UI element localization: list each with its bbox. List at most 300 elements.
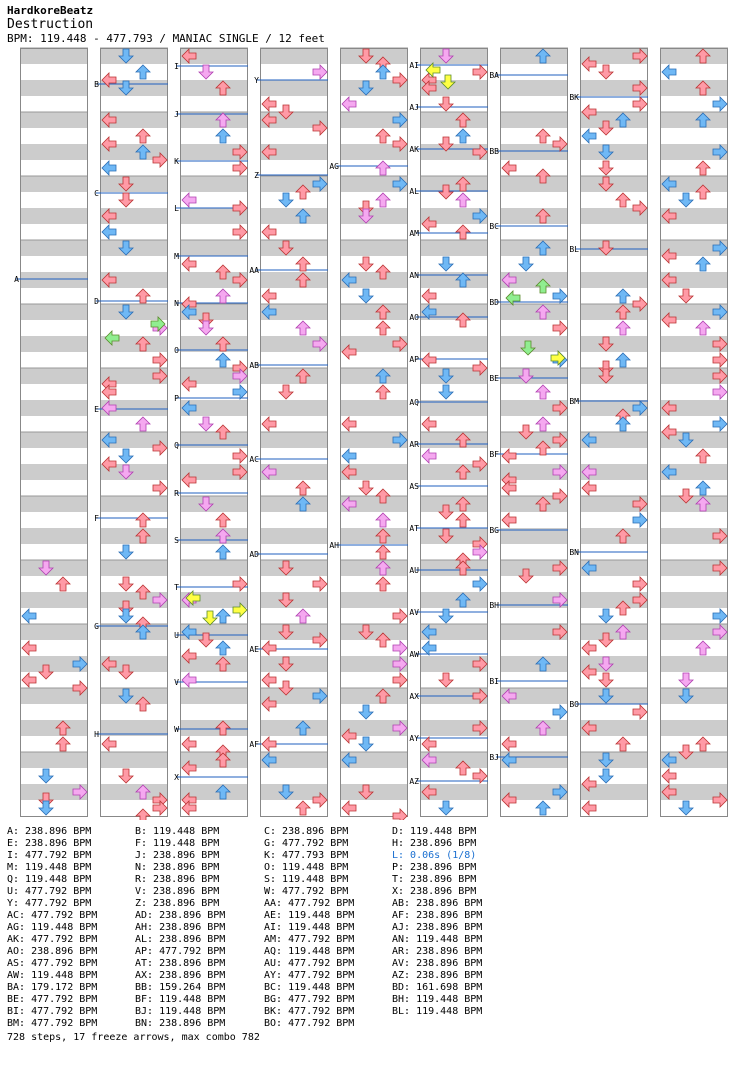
step-arrow [439, 257, 453, 271]
step-arrow [422, 641, 436, 655]
step-arrow [696, 449, 710, 463]
bpm-legend-entry: S: 119.448 BPM [264, 874, 349, 885]
chart-column-1 [14, 48, 88, 817]
bpm-marker-label: BK [569, 93, 579, 102]
step-arrow [296, 481, 310, 495]
beat-stripe [260, 80, 328, 96]
beat-stripe [20, 112, 88, 128]
beat-stripe [20, 400, 88, 416]
step-arrow [262, 225, 276, 239]
step-arrow [136, 513, 150, 527]
bpm-marker-label: O [174, 346, 179, 355]
beat-stripe [500, 368, 568, 384]
beat-stripe [260, 592, 328, 608]
step-arrow [713, 609, 727, 623]
step-arrow [359, 737, 373, 751]
bpm-marker-label: AT [409, 524, 419, 533]
beat-stripe [580, 176, 648, 192]
step-arrow [553, 321, 567, 335]
bpm-legend-entry: D: 119.448 BPM [392, 826, 477, 837]
beat-stripe [420, 432, 488, 448]
step-arrow [599, 161, 613, 175]
step-arrow [633, 577, 647, 591]
artist-name: HardkoreBeatz [7, 4, 94, 17]
bpm-marker-label: BD [489, 298, 499, 307]
bpm-legend-entry: BL: 119.448 BPM [392, 1006, 483, 1017]
beat-stripe [660, 112, 728, 128]
beat-stripe [260, 368, 328, 384]
bpm-legend-entry: AJ: 238.896 BPM [392, 922, 483, 933]
beat-stripe [500, 112, 568, 128]
step-arrow [439, 97, 453, 111]
chart-column-2 [94, 48, 168, 820]
beat-stripe [420, 272, 488, 288]
bpm-legend-entry: AT: 238.896 BPM [135, 958, 226, 969]
step-arrow [456, 193, 470, 207]
bpm-marker-label: AF [249, 740, 259, 749]
bpm-marker-label: W [174, 725, 179, 734]
bpm-legend-entry: AL: 238.896 BPM [135, 934, 226, 945]
bpm-legend-entry: J: 238.896 BPM [135, 850, 220, 861]
bpm-legend-entry: V: 238.896 BPM [135, 886, 220, 897]
bpm-legend-entry: Z: 238.896 BPM [135, 898, 220, 909]
step-arrow [233, 577, 247, 591]
beat-stripe [100, 496, 168, 512]
beat-stripe [180, 240, 248, 256]
bpm-legend-entry: AO: 238.896 BPM [7, 946, 98, 957]
bpm-legend-entry: AM: 477.792 BPM [264, 934, 355, 945]
beat-stripe [20, 240, 88, 256]
beat-stripe [580, 528, 648, 544]
step-arrow [473, 65, 487, 79]
bpm-legend-entry: M: 119.448 BPM [7, 862, 92, 873]
step-arrow [376, 193, 390, 207]
step-arrow [376, 321, 390, 335]
bpm-marker-label: BE [489, 374, 499, 383]
step-arrow [599, 65, 613, 79]
step-arrow [679, 289, 693, 303]
step-arrow [582, 481, 596, 495]
step-arrow [553, 289, 567, 303]
bpm-marker-label: H [94, 730, 99, 739]
beat-stripe [20, 528, 88, 544]
step-arrow [679, 193, 693, 207]
beat-stripe [340, 688, 408, 704]
step-arrow [119, 193, 133, 207]
beat-stripe [20, 592, 88, 608]
step-arrow [153, 481, 167, 495]
step-arrow [473, 577, 487, 591]
bpm-marker-label: AO [409, 313, 419, 322]
step-arrow [56, 577, 70, 591]
bpm-legend-entry: O: 119.448 BPM [264, 862, 349, 873]
bpm-marker-label: Q [174, 441, 179, 450]
bpm-marker-label: BO [569, 700, 579, 709]
bpm-legend-entry: AN: 119.448 BPM [392, 934, 483, 945]
step-arrow [182, 193, 196, 207]
bpm-marker-label: S [174, 536, 179, 545]
bpm-legend-entry: BI: 477.792 BPM [7, 1006, 98, 1017]
bpm-legend-entry: B: 119.448 BPM [135, 826, 220, 837]
bpm-legend-entry: N: 238.896 BPM [135, 862, 220, 873]
bpm-marker-label: BN [569, 548, 579, 557]
step-arrow [262, 289, 276, 303]
beat-stripe [100, 688, 168, 704]
bpm-legend-entry: BM: 477.792 BPM [7, 1018, 98, 1029]
step-arrow [696, 481, 710, 495]
bpm-legend-entry: Q: 119.448 BPM [7, 874, 92, 885]
step-arrow [153, 353, 167, 367]
bpm-legend-entry: AH: 238.896 BPM [135, 922, 226, 933]
beat-stripe [660, 48, 728, 64]
bpm-marker-label: D [94, 297, 99, 306]
song-title: Destruction [7, 17, 94, 32]
bpm-legend-entry: AX: 238.896 BPM [135, 970, 226, 981]
beat-stripe [500, 176, 568, 192]
bpm-marker-label: B [94, 80, 99, 89]
beat-stripe [180, 432, 248, 448]
bpm-marker-label: V [174, 678, 179, 687]
step-arrow [22, 641, 36, 655]
bpm-marker-label: BF [489, 450, 499, 459]
beat-stripe [180, 560, 248, 576]
beat-stripe [420, 592, 488, 608]
step-arrow [422, 289, 436, 303]
step-arrow [279, 385, 293, 399]
beat-stripe [20, 272, 88, 288]
bpm-marker-label: T [174, 583, 179, 592]
step-arrow [536, 801, 550, 815]
step-arrow [342, 801, 356, 815]
step-arrow [199, 321, 213, 335]
step-arrow [359, 705, 373, 719]
bpm-marker-label: Z [254, 171, 259, 180]
bpm-legend-entry: X: 238.896 BPM [392, 886, 477, 897]
bpm-legend-entry: AV: 238.896 BPM [392, 958, 483, 969]
bpm-marker-label: AB [249, 361, 259, 370]
chart-column-9 [660, 48, 728, 817]
beat-stripe [20, 368, 88, 384]
step-arrow [393, 641, 407, 655]
bpm-legend-entry: P: 238.896 BPM [392, 862, 477, 873]
bpm-marker-label: E [94, 405, 99, 414]
beat-stripe [180, 176, 248, 192]
beat-stripe [260, 432, 328, 448]
step-arrow [22, 673, 36, 687]
step-arrow [182, 673, 196, 687]
beat-stripe [100, 752, 168, 768]
step-arrow [422, 353, 436, 367]
beat-stripe [500, 656, 568, 672]
beat-stripe [340, 624, 408, 640]
bpm-marker-label: AL [409, 187, 419, 196]
bpm-legend-entry: BH: 119.448 BPM [392, 994, 483, 1005]
step-arrow [359, 257, 373, 271]
beat-stripe [340, 208, 408, 224]
step-arrow [102, 737, 116, 751]
bpm-marker-label: BJ [489, 753, 499, 762]
beat-stripe [660, 656, 728, 672]
beat-stripe [420, 176, 488, 192]
step-arrow [439, 801, 453, 815]
beat-stripe [420, 48, 488, 64]
step-arrow [696, 257, 710, 271]
beat-stripe [100, 560, 168, 576]
beat-stripe [260, 400, 328, 416]
step-arrow [519, 257, 533, 271]
chart-column-6 [409, 48, 488, 817]
step-arrow [56, 737, 70, 751]
bpm-marker-label: AI [409, 61, 419, 70]
bpm-legend-entry: A: 238.896 BPM [7, 826, 92, 837]
bpm-marker-label: AW [409, 650, 419, 659]
step-arrow [696, 161, 710, 175]
bpm-legend-entry: AR: 238.896 BPM [392, 946, 483, 957]
step-arrow [376, 577, 390, 591]
beat-stripe [420, 496, 488, 512]
step-arrow [713, 97, 727, 111]
step-arrow [119, 449, 133, 463]
chart-column-3 [174, 48, 248, 817]
step-arrow [599, 609, 613, 623]
bpm-legend-entry: E: 238.896 BPM [7, 838, 92, 849]
chart-column-4 [249, 48, 328, 817]
bpm-marker-label: AY [409, 734, 419, 743]
bpm-marker-label: AZ [409, 777, 419, 786]
step-arrow [582, 129, 596, 143]
bpm-marker-label: AV [409, 608, 419, 617]
accent-step-arrow [203, 611, 217, 625]
accent-step-arrow [506, 291, 520, 305]
beat-stripe [340, 304, 408, 320]
beat-stripe [260, 272, 328, 288]
bpm-legend-entry: AS: 477.792 BPM [7, 958, 98, 969]
bpm-marker-label: AG [329, 162, 339, 171]
bpm-legend-entry: Y: 477.792 BPM [7, 898, 92, 909]
chart-column-5 [329, 48, 408, 820]
chart-info: BPM: 119.448 - 477.793 / MANIAC SINGLE / 12 feet [7, 32, 325, 45]
step-arrow [679, 801, 693, 815]
step-arrow [119, 545, 133, 559]
step-arrow [599, 673, 613, 687]
step-arrow [376, 161, 390, 175]
beat-stripe [260, 208, 328, 224]
beat-stripe [180, 720, 248, 736]
bpm-legend-entry: BE: 477.792 BPM [7, 994, 98, 1005]
bpm-marker-label: J [174, 110, 179, 119]
bpm-marker-label: AR [409, 440, 419, 449]
step-arrow [262, 641, 276, 655]
bpm-legend-entry: H: 238.896 BPM [392, 838, 477, 849]
beat-stripe [580, 240, 648, 256]
step-arrow [233, 449, 247, 463]
step-arrow [262, 417, 276, 431]
beat-stripe [500, 208, 568, 224]
beat-stripe [100, 240, 168, 256]
step-arrow [119, 577, 133, 591]
step-arrow [439, 385, 453, 399]
bpm-marker-label: AH [329, 541, 339, 550]
beat-stripe [260, 48, 328, 64]
bpm-marker-label: K [174, 157, 179, 166]
bpm-marker-label: AA [249, 266, 259, 275]
step-arrow [422, 417, 436, 431]
bpm-legend-entry: BB: 159.264 BPM [135, 982, 226, 993]
beat-stripe [580, 368, 648, 384]
step-arrow [502, 161, 516, 175]
beat-stripe [20, 208, 88, 224]
bpm-legend-entry: AZ: 238.896 BPM [392, 970, 483, 981]
beat-stripe [20, 144, 88, 160]
beat-stripe [660, 592, 728, 608]
bpm-legend-entry: W: 477.792 BPM [264, 886, 349, 897]
step-arrow [216, 129, 230, 143]
step-arrow [679, 673, 693, 687]
step-arrow [136, 65, 150, 79]
bpm-marker-label: AM [409, 229, 419, 238]
beat-stripe [20, 464, 88, 480]
beat-stripe [340, 368, 408, 384]
bpm-marker-label: AJ [409, 103, 419, 112]
step-arrow [359, 289, 373, 303]
step-arrow [342, 417, 356, 431]
bpm-marker-label: AP [409, 355, 419, 364]
beat-stripe [340, 592, 408, 608]
beat-stripe [420, 240, 488, 256]
bpm-marker-label: AE [249, 645, 259, 654]
step-arrow [713, 385, 727, 399]
step-arrow [279, 193, 293, 207]
bpm-legend-entry: AW: 119.448 BPM [7, 970, 98, 981]
step-arrow [536, 129, 550, 143]
step-arrow [182, 257, 196, 271]
bpm-legend-entry: BD: 161.698 BPM [392, 982, 483, 993]
bpm-marker-label: AS [409, 482, 419, 491]
bpm-legend-entry: AA: 477.792 BPM [264, 898, 355, 909]
bpm-legend-entry: AE: 119.448 BPM [264, 910, 355, 921]
bpm-legend-entry: AG: 119.448 BPM [7, 922, 98, 933]
bpm-legend-entry: F: 119.448 BPM [135, 838, 220, 849]
beat-stripe [580, 688, 648, 704]
step-arrow [296, 609, 310, 623]
beat-stripe [340, 560, 408, 576]
step-arrow [216, 289, 230, 303]
step-arrow [616, 289, 630, 303]
bpm-legend-entry: R: 238.896 BPM [135, 874, 220, 885]
step-arrow [502, 513, 516, 527]
beat-stripe [20, 624, 88, 640]
bpm-marker-label: M [174, 252, 179, 261]
bpm-marker-label: F [94, 514, 99, 523]
step-arrow [662, 769, 676, 783]
step-arrow [456, 513, 470, 527]
beat-stripe [660, 496, 728, 512]
step-arrow [616, 737, 630, 751]
bpm-legend-entry: K: 477.793 BPM [264, 850, 349, 861]
beat-stripe [580, 144, 648, 160]
bpm-legend-entry: BK: 477.792 BPM [264, 1006, 355, 1017]
step-arrow [616, 417, 630, 431]
beat-stripe [20, 48, 88, 64]
bpm-legend-entry: G: 477.792 BPM [264, 838, 349, 849]
bpm-marker-label: AX [409, 692, 419, 701]
step-arrow [376, 129, 390, 143]
beat-stripe [20, 304, 88, 320]
step-arrow [296, 801, 310, 815]
step-arrow [713, 353, 727, 367]
beat-stripe [660, 688, 728, 704]
step-arrow [313, 577, 327, 591]
beat-stripe [180, 528, 248, 544]
bpm-legend-entry: BA: 179.172 BPM [7, 982, 98, 993]
bpm-legend-entry: BJ: 119.448 BPM [135, 1006, 226, 1017]
beat-stripe [340, 784, 408, 800]
step-arrow [119, 769, 133, 783]
step-arrow [502, 449, 516, 463]
beat-stripe [580, 336, 648, 352]
beat-stripe [420, 336, 488, 352]
step-arrow [313, 65, 327, 79]
step-arrow [296, 257, 310, 271]
step-arrow [456, 225, 470, 239]
step-arrow [216, 353, 230, 367]
bpm-marker-label: AQ [409, 398, 419, 407]
step-arrow [182, 737, 196, 751]
chart-column-7 [489, 48, 568, 817]
beat-stripe [260, 528, 328, 544]
step-arrow [199, 417, 213, 431]
step-arrow [582, 801, 596, 815]
bpm-marker-label: X [174, 773, 179, 782]
step-arrow [233, 161, 247, 175]
bpm-legend-entry: AF: 238.896 BPM [392, 910, 483, 921]
beat-stripe [20, 80, 88, 96]
step-arrow [553, 705, 567, 719]
beat-stripe [20, 560, 88, 576]
bpm-legend-entry: BF: 119.448 BPM [135, 994, 226, 1005]
step-arrow [439, 673, 453, 687]
step-arrow [633, 705, 647, 719]
beat-stripe [500, 240, 568, 256]
step-arrow [376, 513, 390, 527]
bpm-marker-label: BB [489, 147, 499, 156]
beat-stripe [260, 720, 328, 736]
step-arrow [216, 641, 230, 655]
bpm-legend-entry: L: 0.06s (1/8) [392, 850, 477, 861]
step-arrow [536, 385, 550, 399]
step-arrow [376, 545, 390, 559]
step-arrow [376, 65, 390, 79]
step-arrow [39, 801, 53, 815]
step-arrow [393, 673, 407, 687]
bpm-legend-entry: C: 238.896 BPM [264, 826, 349, 837]
beat-stripe [260, 560, 328, 576]
bpm-marker-label: N [174, 299, 179, 308]
bpm-marker-label: BI [489, 677, 499, 686]
step-arrow [262, 737, 276, 751]
bpm-marker-label: L [174, 204, 179, 213]
beat-stripe [420, 560, 488, 576]
step-arrow [342, 449, 356, 463]
step-arrow [393, 809, 407, 820]
bpm-marker-label: BC [489, 222, 499, 231]
step-arrow [696, 321, 710, 335]
bpm-legend-entry: AY: 477.792 BPM [264, 970, 355, 981]
step-arrow [599, 769, 613, 783]
beat-stripe [500, 80, 568, 96]
step-arrow [616, 193, 630, 207]
bpm-marker-label: C [94, 189, 99, 198]
